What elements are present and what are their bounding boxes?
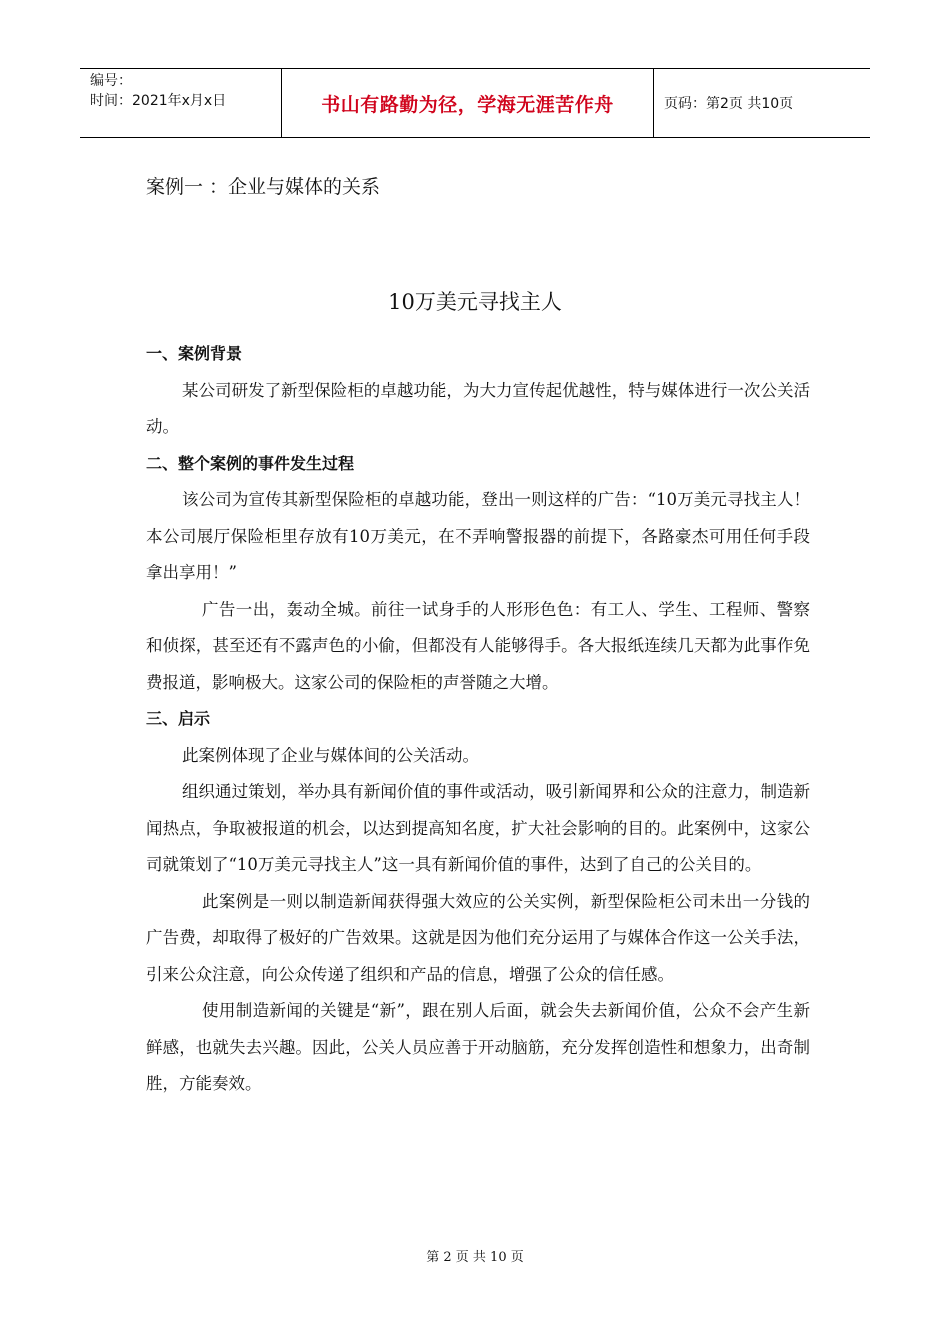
page-footer: 第 2 页 共 10 页 xyxy=(426,1250,524,1265)
section-heading-insight: 三、启示 xyxy=(146,709,211,728)
header-date: 时间：2021年x月x日 xyxy=(90,93,227,109)
paragraph: 使用制造新闻的关键是“新”，跟在别人后面，就会失去新闻价值，公众不会产生新鲜感，也就失去兴趣。因此，公关人员应善于开动脑筋，充分发挥创造性和想象力，出奇制胜，方能奏效。 xyxy=(146,1001,810,1093)
paragraph: 广告一出，轰动全城。前往一试身手的人形形色色：有工人、学生、工程师、警察和侦探，甚至还有不露声色的小偷，但都没有人能够得手。各大报纸连续几天都为此事作免费报道，影响极大。这家公司的保险柜的声誉随之大增。 xyxy=(146,599,810,692)
header-motto: 书山有路勤为径，学海无涯苦作舟 xyxy=(282,69,654,137)
paragraph: 组织通过策划，举办具有新闻价值的事件或活动，吸引新闻界和公众的注意力，制造新闻热点，争取被报道的机会，以达到提高知名度，扩大社会影响的目的。此案例中，这家公司就策划了“10万美元寻找主人”这一具有新闻价值的事件，达到了自己的公关目的。 xyxy=(146,782,810,874)
document-body xyxy=(146,336,810,1103)
paragraph: 某公司研发了新型保险柜的卓越功能，为大力宣传起优越性，特与媒体进行一次公关活动。 xyxy=(146,380,810,436)
paragraph: 此案例是一则以制造新闻获得强大效应的公关实例，新型保险柜公司未出一分钱的广告费，却取得了极好的广告效果。这就是因为他们充分运用了与媒体合作这一公关手法，引来公众注意，向公众传递了组织和产品的信息，增强了公众的信任感。 xyxy=(146,891,810,984)
case-title: 案例一 ：企业与媒体的关系 xyxy=(146,176,381,198)
page-header xyxy=(80,68,870,138)
paragraph: 此案例体现了企业与媒体间的公关活动。 xyxy=(182,745,479,765)
header-number: 编号： xyxy=(90,73,132,89)
section-heading-background: 一、案例背景 xyxy=(146,344,243,363)
section-heading-process: 二、整个案例的事件发生过程 xyxy=(146,453,355,473)
header-meta xyxy=(80,69,282,137)
main-title: 10万美元寻找主人 xyxy=(388,290,562,314)
paragraph: 该公司为宣传其新型保险柜的卓越功能，登出一则这样的广告：“10万美元寻找主人！本公司展厅保险柜里存放有10万美元，在不弄响警报器的前提下，各路豪杰可用任何手段拿出享用！” xyxy=(146,490,810,582)
header-page-number: 页码：第2页 共10页 xyxy=(664,96,794,112)
